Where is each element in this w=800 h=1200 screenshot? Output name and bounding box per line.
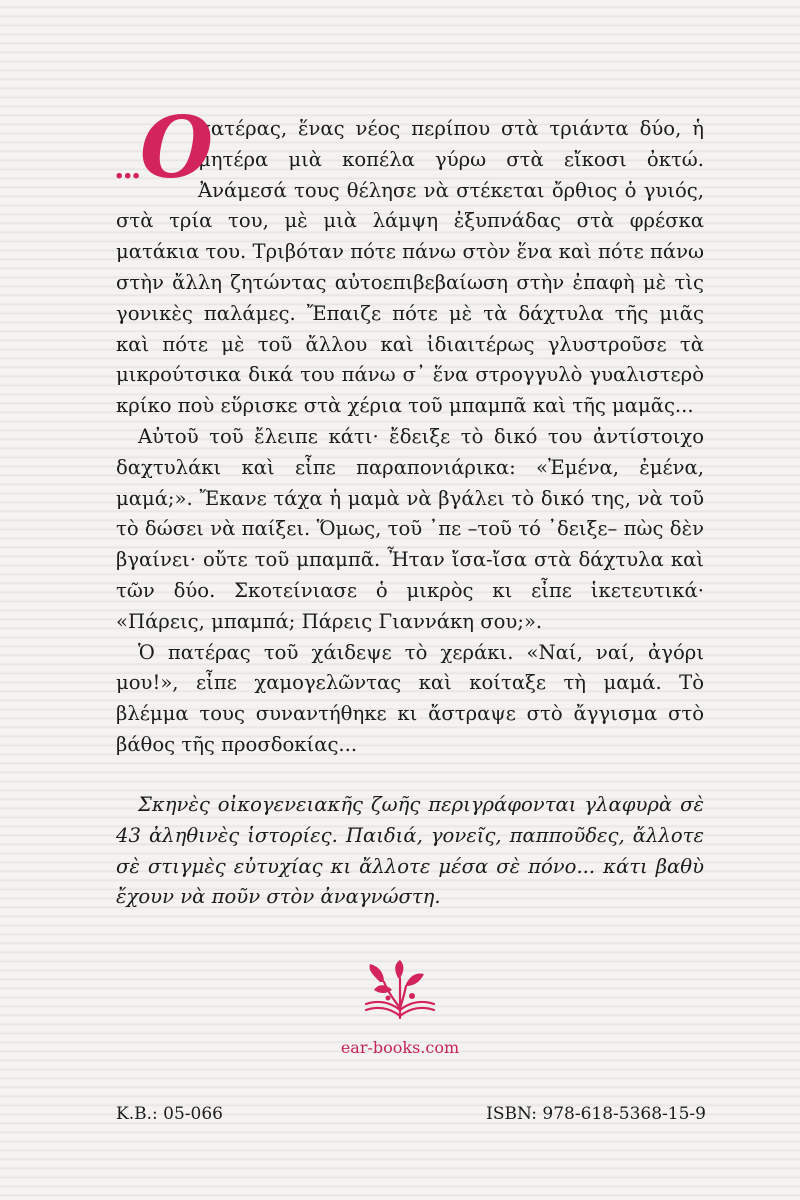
drop-cap-ellipsis: ... [114, 151, 140, 186]
paragraph-2: Αὐτοῦ τοῦ ἔλειπε κάτι· ἔδειξε τὸ δικό του ἀντίστοιχο δαχτυλάκι καὶ εἶπε παραπονιάρικα: «Ἐμένα, ἐμένα, μαμά;». Ἔκανε τάχα ἡ μαμὰ νὰ βγάλει τὸ δικό της, νὰ τοῦ τὸ δώσει νὰ παίξει. Ὅμως, τοῦ ᾽πε –τοῦ τό ᾽δειξε– πὼς δὲν βγαίνει· οὔτε τοῦ μπαμπᾶ. Ἦταν ἴσα-ἴσα στὰ δάχτυλα καὶ τῶν δύο. Σκοτείνιασε ὁ μικρὸς κι εἶπε ἱκετευτικά· «Πάρεις, μπαμπά; Πάρεις Γιαννάκη σου;». [116, 424, 704, 633]
story-excerpt [114, 98, 704, 761]
drop-cap-letter: O [140, 98, 214, 197]
publisher-url: ear-books.com [340, 1038, 460, 1057]
paragraph-3: Ὁ πατέρας τοῦ χάιδεψε τὸ χεράκι. «Ναί, ναί, ἀγόρι μου!», εἶπε χαμογελῶντας καὶ κοίταξε τὴ μαμά. Τὸ βλέμμα τους συναντήθηκε κι ἄστραψε στὸ ἄγγισμα στὸ βάθος τῆς προσδοκίας... [116, 640, 704, 756]
isbn: ISBN: 978-618-5368-15-9 [486, 1104, 706, 1124]
paragraph-1-text: πατέρας, ἕνας νέος περίπου στὰ τριάντα δύο, ἡ μητέρα μιὰ κοπέλα γύρω στὰ εἴκοσι ὀκτώ. Ἀνάμεσά τους θέλησε νὰ στέκεται ὄρθιος ὁ γυιός, στὰ τρία του, μὲ μιὰ λάμψη ἐξυπνάδας στὰ φρέσκα ματάκια του. Τριβόταν πότε πάνω στὸν ἕνα καὶ πότε πάνω στὴν ἄλλη ζητώντας αὐτοεπιβεβαίωση στὴν ἐπαφὴ μὲ τὶς γονικὲς παλάμες. Ἔπαιζε πότε μὲ τὰ δάχτυλα τῆς μιᾶς καὶ πότε μὲ τοῦ ἄλλου καὶ ἰδιαιτέρως γλυστροῦσε τὰ μικρούτσικα δικά του πάνω σ᾽ ἕνα στρογγυλὸ γυαλιστερὸ κρίκο ποὺ εὕρισκε στὰ χέρια τοῦ μπαμπᾶ καὶ τῆς μαμᾶς... [116, 117, 704, 418]
paragraph-1 [114, 98, 704, 422]
kb-code: Κ.Β.: 05-066 [116, 1104, 223, 1124]
book-sprout-icon [354, 960, 446, 1030]
blurb-text: Σκηνὲς οἰκογενειακῆς ζωῆς περιγράφονται γλαφυρὰ σὲ 43 ἀληθινὲς ἱστορίες. Παιδιά, γονεῖς, παπποῦδες, ἄλλοτε σὲ στιγμὲς εὐτυχίας κι ἄλλοτε μέσα σὲ πόνο... κάτι βαθὺ ἔχουν νὰ ποῦν στὸν ἀναγνώστη. [116, 793, 704, 909]
drop-cap [114, 98, 214, 197]
book-blurb [116, 790, 704, 913]
